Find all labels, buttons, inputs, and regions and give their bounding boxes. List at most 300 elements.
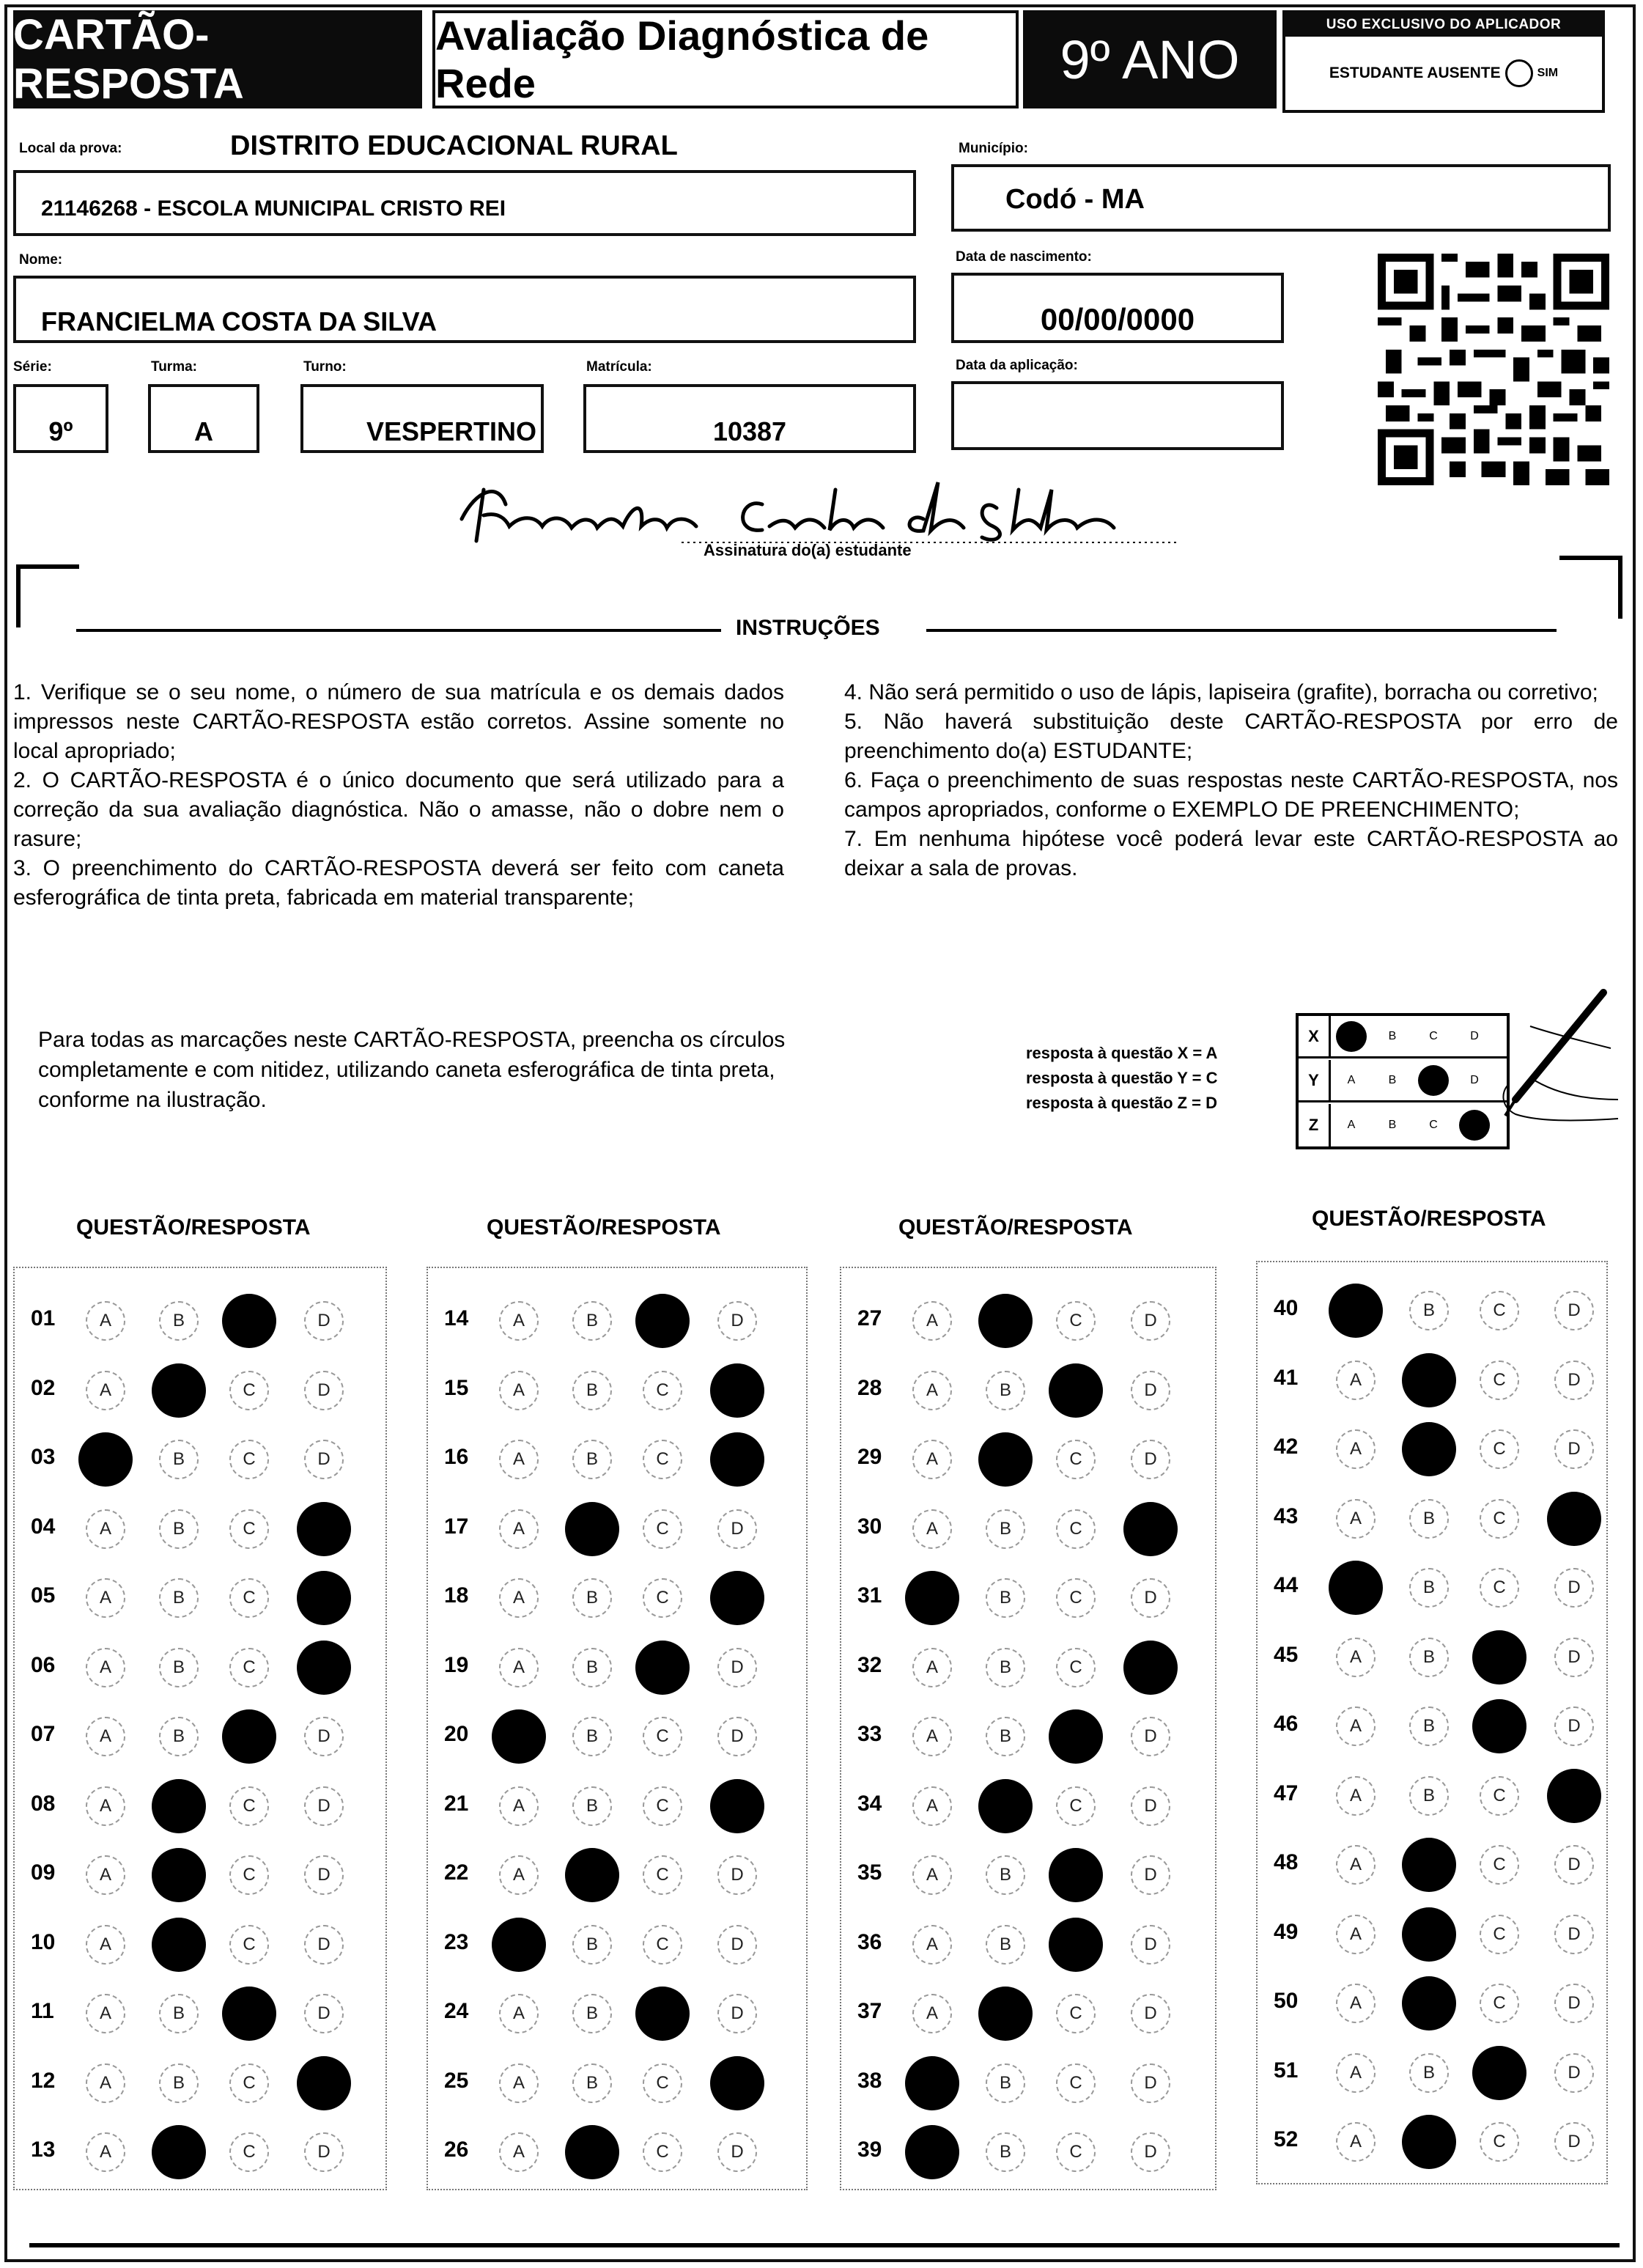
answer-bubble[interactable]: A [912, 1440, 952, 1479]
instructions-left [13, 678, 784, 913]
answer-bubble-filled[interactable] [297, 1571, 351, 1625]
answer-bubble[interactable]: A [912, 1648, 952, 1687]
absent-checkbox[interactable] [1505, 59, 1533, 87]
answer-bubble-filled[interactable] [297, 2056, 351, 2110]
answer-bubble[interactable]: D [1554, 1291, 1594, 1330]
answer-bubble-filled[interactable] [492, 1709, 546, 1764]
example-option: C [1429, 1029, 1438, 1042]
question-number: 03 [31, 1445, 56, 1469]
answer-bubble-filled[interactable] [565, 1848, 619, 1902]
birth-value: 00/00/0000 [1040, 302, 1195, 336]
application-date-field[interactable] [951, 381, 1284, 450]
answer-bubble[interactable]: A [499, 1855, 539, 1895]
answer-bubble[interactable]: A [499, 1648, 539, 1687]
answer-bubble[interactable]: D [304, 2132, 344, 2172]
answer-bubble[interactable]: C [229, 2132, 269, 2172]
answer-bubble[interactable]: D [1131, 1440, 1170, 1479]
answer-bubble[interactable]: B [159, 2063, 199, 2103]
answer-bubble[interactable]: D [1554, 1429, 1594, 1469]
answer-bubble[interactable]: B [572, 1925, 612, 1965]
answer-bubble[interactable]: D [304, 1440, 344, 1479]
answer-bubble[interactable]: A [1336, 1915, 1376, 1954]
answer-bubble[interactable]: C [229, 1440, 269, 1479]
example-legend-x: resposta à questão X = A [1026, 1044, 1218, 1062]
answer-bubble-filled[interactable] [978, 1987, 1033, 2041]
answer-bubble[interactable]: C [643, 1578, 682, 1618]
answer-bubble[interactable]: C [643, 1440, 682, 1479]
question-number: 22 [444, 1860, 469, 1885]
answer-bubble[interactable]: A [86, 1855, 125, 1895]
answer-bubble[interactable]: C [643, 1509, 682, 1549]
answer-bubble[interactable]: D [717, 1855, 757, 1895]
exam-title-banner [432, 10, 1019, 108]
question-number: 35 [857, 1860, 882, 1885]
answer-bubble-filled[interactable] [1472, 2046, 1526, 2100]
answer-bubble[interactable]: B [1409, 1568, 1449, 1608]
answer-bubble[interactable]: A [912, 1855, 952, 1895]
question-number: 32 [857, 1652, 882, 1677]
answer-bubble[interactable]: D [1554, 1568, 1594, 1608]
applicator-header: USO EXCLUSIVO DO APLICADOR [1285, 13, 1602, 37]
answer-bubble[interactable]: B [159, 1301, 199, 1341]
answer-bubble[interactable]: D [1131, 1925, 1170, 1965]
answer-bubble-filled[interactable] [222, 1987, 276, 2041]
answer-bubble[interactable]: C [229, 1578, 269, 1618]
question-number: 26 [444, 2138, 469, 2162]
question-number: 14 [444, 1306, 469, 1330]
answer-bubble[interactable]: B [572, 1717, 612, 1756]
answer-bubble[interactable]: A [1336, 1429, 1376, 1469]
answer-bubble-filled[interactable] [1547, 1769, 1601, 1823]
question-number: 16 [444, 1445, 469, 1469]
answer-bubble[interactable]: D [304, 1301, 344, 1341]
answer-bubble[interactable]: D [1554, 1638, 1594, 1677]
answer-bubble[interactable]: D [1554, 1706, 1594, 1746]
answer-bubble-filled[interactable] [152, 1918, 206, 1972]
answer-bubble[interactable]: C [1480, 1429, 1519, 1469]
example-option: D [1470, 1073, 1479, 1086]
answer-bubble[interactable]: A [86, 1371, 125, 1410]
question-number: 02 [31, 1375, 56, 1400]
question-number: 08 [31, 1791, 56, 1816]
answer-bubble-filled[interactable] [710, 1432, 764, 1487]
answer-bubble[interactable]: A [1336, 1845, 1376, 1885]
answer-bubble[interactable]: C [643, 1925, 682, 1965]
example-row [1299, 1104, 1507, 1146]
answer-bubble-filled[interactable] [152, 1779, 206, 1833]
answer-bubble[interactable]: C [1480, 1776, 1519, 1816]
answer-bubble-filled[interactable] [565, 2125, 619, 2179]
answer-bubble-filled[interactable] [635, 1294, 690, 1348]
answer-bubble[interactable]: B [159, 1994, 199, 2033]
answer-bubble-filled[interactable] [1329, 1561, 1383, 1615]
answer-bubble[interactable]: B [572, 1786, 612, 1826]
answer-bubble[interactable]: C [1056, 1509, 1096, 1549]
answer-bubble-filled[interactable] [152, 1363, 206, 1418]
example-question-label: Y [1299, 1060, 1331, 1100]
answer-bubble[interactable]: A [912, 1301, 952, 1341]
answer-bubble[interactable]: D [717, 1717, 757, 1756]
answer-bubble-filled[interactable] [635, 1641, 690, 1695]
answer-bubble[interactable]: A [912, 1717, 952, 1756]
answer-bubble[interactable]: D [1554, 2053, 1594, 2093]
answer-bubble[interactable]: D [1131, 1855, 1170, 1895]
answer-bubble[interactable]: B [572, 2063, 612, 2103]
applicator-box [1282, 10, 1605, 113]
answer-bubble-filled[interactable] [710, 1571, 764, 1625]
example-row [1299, 1060, 1507, 1102]
corner-top-left [16, 564, 79, 627]
question-number: 20 [444, 1722, 469, 1746]
answer-bubble-filled[interactable] [710, 1779, 764, 1833]
answer-bubble[interactable]: A [912, 1786, 952, 1826]
application-date-label: Data da aplicação: [956, 358, 1078, 373]
answer-bubble-filled[interactable] [905, 1571, 959, 1625]
pen-illustration-icon [1486, 982, 1625, 1144]
exam-title: Avaliação Diagnóstica de Rede [435, 12, 929, 106]
qr-code [1378, 254, 1609, 485]
answer-bubble[interactable]: C [1480, 1291, 1519, 1330]
answer-bubble[interactable]: C [229, 1786, 269, 1826]
answer-bubble-filled[interactable] [1402, 2115, 1456, 2169]
answer-bubble[interactable]: A [1336, 2053, 1376, 2093]
answer-bubble[interactable]: C [229, 2063, 269, 2103]
answer-bubble[interactable]: C [1480, 1984, 1519, 2023]
answer-bubble[interactable]: B [1409, 1706, 1449, 1746]
answer-bubble[interactable]: B [572, 1440, 612, 1479]
answer-bubble-filled[interactable] [710, 2056, 764, 2110]
answer-bubble-filled[interactable] [1123, 1502, 1178, 1556]
answer-bubble[interactable]: D [717, 1509, 757, 1549]
answer-bubble-filled[interactable] [492, 1918, 546, 1972]
question-number: 23 [444, 1929, 469, 1954]
question-number: 41 [1274, 1365, 1299, 1390]
question-number: 27 [857, 1306, 882, 1330]
answer-bubble-filled[interactable] [152, 1848, 206, 1902]
question-number: 42 [1274, 1435, 1299, 1459]
answer-bubble[interactable]: B [986, 1855, 1025, 1895]
answer-bubble[interactable]: A [86, 1925, 125, 1965]
answer-bubble[interactable]: B [1409, 1499, 1449, 1539]
answer-bubble[interactable]: D [304, 1786, 344, 1826]
answer-bubble[interactable]: B [159, 1509, 199, 1549]
answer-bubble-filled[interactable] [710, 1363, 764, 1418]
answer-bubble-filled[interactable] [905, 2056, 959, 2110]
question-number: 45 [1274, 1642, 1299, 1667]
answer-bubble[interactable]: D [304, 1717, 344, 1756]
fill-instructions: Para todas as marcações neste CARTÃO-RESPOSTA, preencha os círculos completamente e com nitidez, utilizando caneta esferográfica de tinta preta, conforme na ilustração. [38, 1028, 786, 1112]
answer-bubble[interactable]: A [499, 2132, 539, 2172]
answer-bubble-filled[interactable] [1329, 1284, 1383, 1338]
answer-bubble[interactable]: C [229, 1371, 269, 1410]
question-number: 49 [1274, 1919, 1299, 1944]
example-option: B [1388, 1029, 1397, 1042]
answer-bubble[interactable]: D [1131, 1301, 1170, 1341]
answer-bubble[interactable]: C [1480, 1361, 1519, 1400]
answer-bubble[interactable]: B [986, 2132, 1025, 2172]
absent-row [1285, 37, 1602, 110]
instruction-5: 5. Não haverá substituição deste CARTÃO-RESPOSTA por erro de preenchimento do(a) ESTUDANTE; [844, 710, 1618, 763]
answer-bubble[interactable]: A [1336, 2122, 1376, 2162]
instruction-1: 1. Verifique se o seu nome, o número de sua matrícula e os demais dados impressos neste CARTÃO-RESPOSTA estão corretos. Assine somente no local apropriado; [13, 680, 784, 763]
answer-bubble[interactable]: A [86, 2063, 125, 2103]
answer-bubble-filled[interactable] [1472, 1699, 1526, 1753]
answer-bubble[interactable]: C [1480, 1499, 1519, 1539]
answer-bubble[interactable]: B [572, 1648, 612, 1687]
answer-bubble[interactable]: A [86, 2132, 125, 2172]
answer-bubble[interactable]: D [717, 2132, 757, 2172]
answer-bubble[interactable]: D [1554, 2122, 1594, 2162]
answer-bubble[interactable]: A [1336, 1776, 1376, 1816]
answer-bubble[interactable]: D [1131, 1371, 1170, 1410]
instructions-rule-left [76, 629, 721, 632]
question-number: 21 [444, 1791, 469, 1816]
answer-bubble-filled[interactable] [978, 1294, 1033, 1348]
shift-field [300, 384, 544, 453]
answer-bubble[interactable]: A [86, 1994, 125, 2033]
instruction-6: 6. Faça o preenchimento de suas respostas neste CARTÃO-RESPOSTA, nos campos apropriados, conforme o EXEMPLO DE PREENCHIMENTO; [844, 768, 1618, 822]
answer-bubble[interactable]: B [159, 1648, 199, 1687]
answer-bubble[interactable]: D [1131, 1994, 1170, 2033]
answer-bubble[interactable]: C [643, 1371, 682, 1410]
example-option: A [1347, 1119, 1356, 1131]
answer-bubble[interactable]: A [499, 1440, 539, 1479]
answer-bubble[interactable]: A [499, 1786, 539, 1826]
answer-bubble[interactable]: D [1131, 2132, 1170, 2172]
column-header: QUESTÃO/RESPOSTA [1312, 1207, 1546, 1231]
corner-top-right [1559, 556, 1622, 619]
answer-bubble[interactable]: D [304, 1925, 344, 1965]
answer-bubble[interactable]: C [1056, 1301, 1096, 1341]
example-question-label: Z [1299, 1104, 1331, 1146]
answer-bubble-filled[interactable] [1402, 1907, 1456, 1962]
answer-bubble[interactable]: C [1056, 1578, 1096, 1618]
answer-bubble[interactable]: C [1056, 1994, 1096, 2033]
answer-bubble[interactable]: B [159, 1717, 199, 1756]
answer-bubble[interactable]: D [1554, 1984, 1594, 2023]
example-option: B [1388, 1073, 1397, 1086]
answer-bubble[interactable]: C [229, 1925, 269, 1965]
answer-bubble[interactable]: C [229, 1648, 269, 1687]
answer-bubble-filled[interactable] [1547, 1492, 1601, 1546]
answer-bubble-filled[interactable] [978, 1432, 1033, 1487]
answer-bubble[interactable]: B [986, 1717, 1025, 1756]
municipality-value: Codó - MA [1005, 184, 1145, 215]
answer-bubble-filled[interactable] [565, 1502, 619, 1556]
answer-bubble[interactable]: D [1131, 2063, 1170, 2103]
question-number: 34 [857, 1791, 882, 1816]
answer-bubble[interactable]: B [1409, 1638, 1449, 1677]
answer-bubble[interactable]: A [86, 1578, 125, 1618]
class-field [148, 384, 259, 453]
answer-bubble-filled[interactable] [1402, 1422, 1456, 1476]
answer-bubble[interactable]: D [304, 1994, 344, 2033]
answer-bubble-filled[interactable] [1402, 1976, 1456, 2030]
answer-bubble-filled[interactable] [1472, 1630, 1526, 1685]
answer-bubble[interactable]: C [1480, 1915, 1519, 1954]
question-number: 52 [1274, 2127, 1299, 2151]
shift-label: Turno: [303, 359, 347, 375]
answer-bubble[interactable]: C [1056, 2132, 1096, 2172]
shift-value: VESPERTINO [366, 416, 536, 446]
answer-bubble-filled[interactable] [222, 1294, 276, 1348]
series-label: Série: [13, 359, 52, 375]
answer-bubble[interactable]: D [1131, 1786, 1170, 1826]
answer-bubble[interactable]: D [304, 1855, 344, 1895]
example-legend-z: resposta à questão Z = D [1026, 1094, 1218, 1112]
bottom-rule [29, 2243, 1620, 2247]
absent-option: SIM [1537, 67, 1559, 79]
answer-bubble-filled[interactable] [1049, 1848, 1103, 1902]
answer-bubble[interactable]: A [499, 2063, 539, 2103]
instructions-right [844, 678, 1618, 883]
answer-bubble[interactable]: C [643, 2132, 682, 2172]
answer-bubble[interactable]: D [1554, 1915, 1594, 1954]
answer-bubble[interactable]: C [1056, 1648, 1096, 1687]
answer-bubble[interactable]: C [229, 1509, 269, 1549]
answer-bubble[interactable]: A [499, 1578, 539, 1618]
answer-bubble[interactable]: A [86, 1717, 125, 1756]
question-number: 06 [31, 1652, 56, 1677]
answer-bubble[interactable]: D [717, 1648, 757, 1687]
answer-bubble[interactable]: D [1554, 1361, 1594, 1400]
answer-bubble[interactable]: B [572, 1994, 612, 2033]
answer-bubble[interactable]: A [499, 1301, 539, 1341]
birth-label: Data de nascimento: [956, 249, 1092, 265]
question-number: 28 [857, 1375, 882, 1400]
answer-bubble[interactable]: A [499, 1509, 539, 1549]
column-header: QUESTÃO/RESPOSTA [898, 1215, 1133, 1240]
answer-bubble[interactable]: B [572, 1301, 612, 1341]
answer-bubble[interactable]: D [717, 1994, 757, 2033]
question-number: 19 [444, 1652, 469, 1677]
answer-bubble[interactable]: C [643, 1717, 682, 1756]
question-number: 31 [857, 1583, 882, 1608]
answer-bubble[interactable]: A [1336, 1984, 1376, 2023]
answer-bubble[interactable]: B [986, 1509, 1025, 1549]
question-number: 15 [444, 1375, 469, 1400]
question-number: 13 [31, 2138, 56, 2162]
answer-bubble[interactable]: D [1554, 1845, 1594, 1885]
name-label: Nome: [19, 252, 63, 268]
answer-bubble[interactable]: C [229, 1855, 269, 1895]
question-number: 29 [857, 1445, 882, 1469]
class-value: A [194, 416, 213, 446]
series-value: 9º [48, 416, 73, 446]
answer-bubble[interactable]: A [912, 1994, 952, 2033]
answer-bubble[interactable]: C [1480, 1845, 1519, 1885]
answer-bubble[interactable]: D [1131, 1717, 1170, 1756]
answer-bubble[interactable]: A [86, 1648, 125, 1687]
enrollment-value: 10387 [712, 416, 787, 446]
question-number: 38 [857, 2068, 882, 2093]
question-number: 37 [857, 1999, 882, 2023]
example-legend [1026, 1041, 1217, 1116]
answer-bubble[interactable]: B [1409, 1776, 1449, 1816]
answer-bubble[interactable]: A [86, 1786, 125, 1826]
answer-bubble[interactable]: C [643, 1855, 682, 1895]
answer-bubble-filled[interactable] [1402, 1838, 1456, 1892]
answer-bubble[interactable]: B [986, 1578, 1025, 1618]
question-number: 05 [31, 1583, 56, 1608]
answer-bubble-filled[interactable] [222, 1709, 276, 1764]
question-number: 30 [857, 1514, 882, 1539]
answer-bubble[interactable]: C [1056, 1440, 1096, 1479]
answer-bubble[interactable]: C [643, 2063, 682, 2103]
answer-bubble[interactable]: D [1131, 1578, 1170, 1618]
answer-bubble[interactable]: B [986, 1371, 1025, 1410]
question-number: 50 [1274, 1989, 1299, 2013]
answer-bubble[interactable]: C [1480, 2122, 1519, 2162]
answer-bubble-filled[interactable] [1049, 1363, 1103, 1418]
answer-bubble[interactable]: B [159, 1578, 199, 1618]
answer-bubble-filled[interactable] [905, 2125, 959, 2179]
question-number: 11 [31, 1999, 54, 2023]
answer-bubble[interactable]: A [912, 1371, 952, 1410]
answer-bubble[interactable]: B [986, 1925, 1025, 1965]
answer-bubble-filled[interactable] [152, 2125, 206, 2179]
answer-bubble[interactable]: A [499, 1994, 539, 2033]
answer-bubble[interactable]: A [912, 1509, 952, 1549]
answer-bubble-filled[interactable] [297, 1641, 351, 1695]
answer-bubble[interactable]: A [1336, 1706, 1376, 1746]
answer-bubble[interactable]: B [986, 2063, 1025, 2103]
answer-bubble[interactable]: A [86, 1509, 125, 1549]
answer-bubble-filled[interactable] [1123, 1641, 1178, 1695]
answer-bubble[interactable]: A [1336, 1361, 1376, 1400]
column-header: QUESTÃO/RESPOSTA [487, 1215, 721, 1240]
answer-bubble[interactable]: A [86, 1301, 125, 1341]
question-number: 47 [1274, 1781, 1299, 1805]
answer-bubble[interactable]: B [1409, 1291, 1449, 1330]
answer-bubble-filled[interactable] [978, 1779, 1033, 1833]
answer-bubble[interactable]: B [986, 1648, 1025, 1687]
answer-bubble-filled[interactable] [1049, 1709, 1103, 1764]
answer-bubble[interactable]: D [717, 1301, 757, 1341]
answer-bubble-filled[interactable] [635, 1987, 690, 2041]
answer-bubble[interactable]: B [572, 1578, 612, 1618]
answer-bubble[interactable]: A [912, 1925, 952, 1965]
class-label: Turma: [151, 359, 197, 375]
answer-bubble[interactable]: C [1056, 1786, 1096, 1826]
answer-bubble[interactable]: C [643, 1786, 682, 1826]
question-number: 12 [31, 2068, 56, 2093]
answer-bubble-filled[interactable] [78, 1432, 133, 1487]
school-field [13, 170, 916, 236]
enrollment-field [583, 384, 916, 453]
example-question-label: X [1299, 1016, 1331, 1056]
answer-bubble-filled[interactable] [1049, 1918, 1103, 1972]
question-number: 07 [31, 1722, 56, 1746]
answer-bubble-filled[interactable] [297, 1502, 351, 1556]
enrollment-label: Matrícula: [586, 359, 652, 375]
answer-bubble[interactable]: C [1056, 2063, 1096, 2103]
question-number: 46 [1274, 1712, 1299, 1736]
answer-bubble[interactable]: D [304, 1371, 344, 1410]
answer-bubble[interactable]: A [1336, 1638, 1376, 1677]
answer-bubble[interactable]: B [572, 1371, 612, 1410]
question-number: 09 [31, 1860, 56, 1885]
answer-bubble[interactable]: A [1336, 1499, 1376, 1539]
answer-bubble[interactable]: B [1409, 2053, 1449, 2093]
answer-bubble[interactable]: B [159, 1440, 199, 1479]
answer-bubble-filled[interactable] [1402, 1353, 1456, 1407]
signature-caption: Assinatura do(a) estudante [704, 541, 912, 559]
answer-bubble[interactable]: A [499, 1371, 539, 1410]
answer-bubble[interactable]: D [717, 1925, 757, 1965]
instruction-3: 3. O preenchimento do CARTÃO-RESPOSTA deverá ser feito com caneta esferográfica de tinta preta, fabricada em material transparente; [13, 856, 784, 910]
answer-bubble[interactable]: C [1480, 1568, 1519, 1608]
